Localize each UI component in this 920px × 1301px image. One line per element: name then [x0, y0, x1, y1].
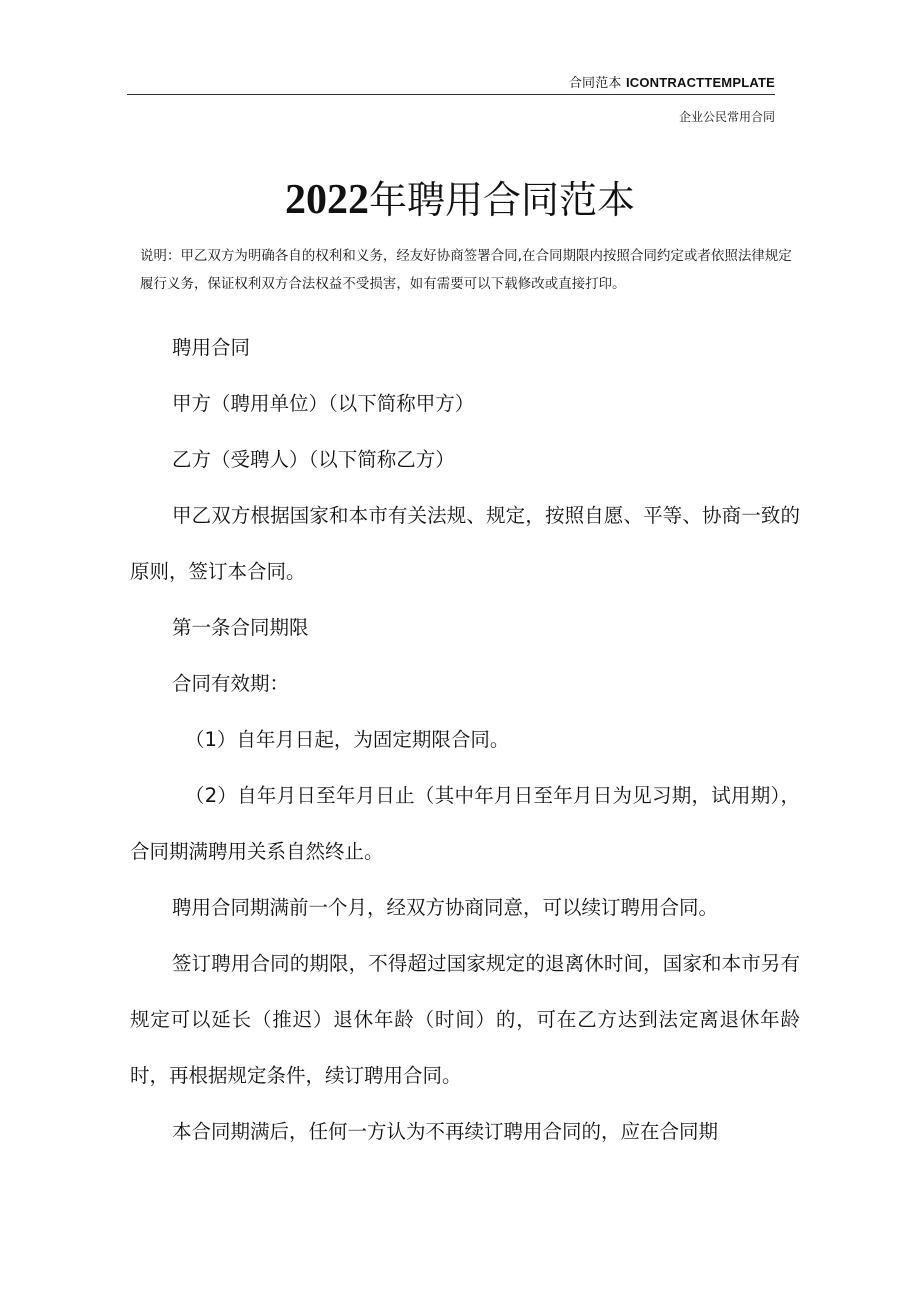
- paragraph-preamble: 甲乙双方根据国家和本市有关法规、规定，按照自愿、平等、协商一致的原则，签订本合同。: [130, 504, 800, 583]
- paragraph-term-option-2: （2）自年月日至年月日止（其中年月日至年月日为见习期，试用期），合同期满聘用关系自然终止。: [130, 784, 800, 863]
- paragraph-term-limit: 签订聘用合同的期限，不得超过国家规定的退离休时间，国家和本市另有规定可以延长（推迟）退休年龄（时间）的，可在乙方达到法定离退休年龄时，再根据规定条件，续订聘用合同。: [130, 952, 800, 1087]
- contract-body: [130, 330, 800, 1170]
- paragraph-party-a: 甲方（聘用单位）（以下简称甲方）: [172, 392, 475, 415]
- header-left-text: 合同范本: [568, 76, 626, 91]
- paragraph-validity-label: 合同有效期：: [172, 672, 290, 695]
- paragraph-term-option-1: （1）自年月日起，为固定期限合同。: [185, 728, 510, 751]
- header-right-text: ICONTRACTTEMPLATE: [625, 75, 775, 90]
- header-divider: [127, 94, 775, 95]
- paragraph-expiry: 本合同期满后，任何一方认为不再续订聘用合同的，应在合同期: [172, 1120, 719, 1143]
- title-year: 2022: [284, 177, 369, 223]
- document-title: [0, 172, 920, 228]
- paragraph-contract-heading: 聘用合同: [172, 336, 251, 359]
- header-subtitle: 企业公民常用合同: [678, 110, 775, 124]
- title-text: 年聘用合同范本: [368, 178, 635, 222]
- paragraph-article-one-heading: 第一条合同期限: [172, 616, 309, 639]
- running-header: [127, 72, 775, 91]
- description-note: 说明：甲乙双方为明确各自的权利和义务，经友好协商签署合同,在合同期限内按照合同约定或者依照法律规定履行义务，保证权利双方合法权益不受损害，如有需要可以下载修改或直接打印。: [140, 249, 792, 292]
- paragraph-party-b: 乙方（受聘人）（以下简称乙方）: [172, 448, 455, 471]
- paragraph-renewal: 聘用合同期满前一个月，经双方协商同意，可以续订聘用合同。: [172, 896, 719, 919]
